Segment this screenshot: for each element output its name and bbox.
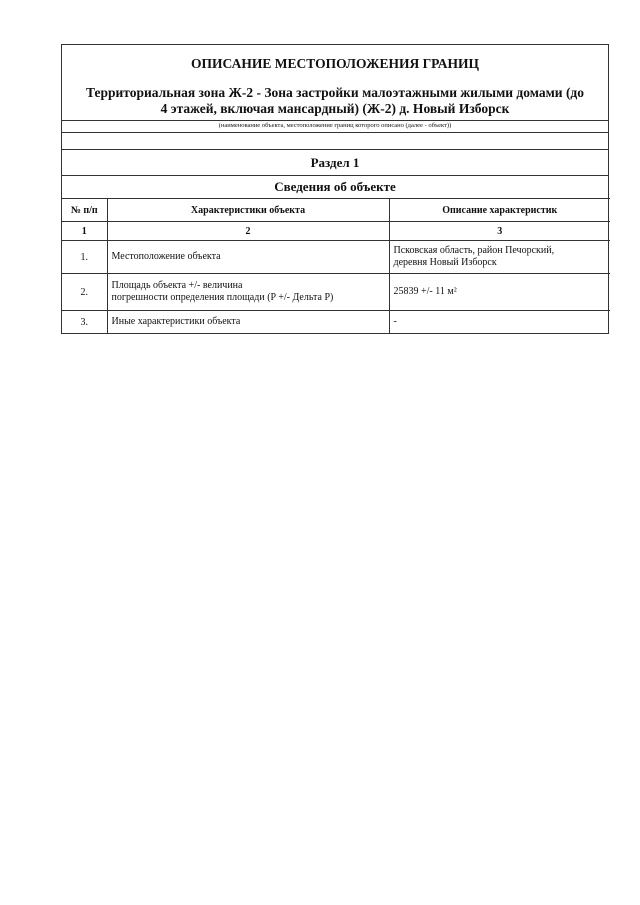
header-characteristic: Характеристики объекта	[107, 199, 389, 222]
column-number-1: 1	[62, 222, 107, 241]
column-number-3: 3	[389, 222, 610, 241]
boundary-description-document	[61, 44, 609, 334]
description-line: -	[393, 316, 397, 327]
row-number: 3.	[62, 311, 107, 334]
row-characteristic	[107, 311, 389, 334]
subtitle-line-1: Территориальная зона Ж-2 - Зона застройки малоэтажными жилыми домами (до	[85, 85, 585, 100]
document-subtitle	[62, 76, 608, 120]
section-title: Раздел 1	[62, 149, 608, 175]
characteristic-line: Иные характеристики объекта	[111, 316, 241, 327]
column-number-row	[62, 222, 610, 241]
header-number: № п/п	[62, 199, 107, 222]
table-row	[62, 311, 610, 334]
header-description: Описание характеристик	[389, 199, 610, 222]
column-number-2: 2	[107, 222, 389, 241]
row-characteristic	[107, 274, 389, 311]
characteristic-line: Площадь объекта +/- величина	[111, 280, 243, 291]
subtitle-line-2: 4 этажей, включая мансардный) (Ж-2) д. Новый Изборск	[160, 101, 510, 116]
object-note: (наименование объекта, местоположение границ которого описано (далее - объект))	[62, 120, 608, 132]
row-description	[389, 241, 610, 274]
object-info-table	[62, 198, 610, 333]
characteristic-line: Местоположение объекта	[111, 251, 221, 262]
table-row	[62, 274, 610, 311]
row-description	[389, 274, 610, 311]
spacer-row	[62, 132, 608, 149]
row-characteristic	[107, 241, 389, 274]
section-subtitle: Сведения об объекте	[62, 175, 608, 198]
description-line: 25839 +/- 11 м²	[393, 286, 457, 297]
row-number: 2.	[62, 274, 107, 311]
row-number: 1.	[62, 241, 107, 274]
characteristic-line: погрешности определения площади (P +/- Дельта P)	[111, 292, 334, 303]
description-line: Псковская область, район Печорский,	[393, 245, 555, 256]
description-line: деревня Новый Изборск	[393, 257, 497, 268]
table-row	[62, 241, 610, 274]
table-header-row	[62, 199, 610, 222]
document-title: ОПИСАНИЕ МЕСТОПОЛОЖЕНИЯ ГРАНИЦ	[191, 56, 479, 71]
row-description	[389, 311, 610, 334]
